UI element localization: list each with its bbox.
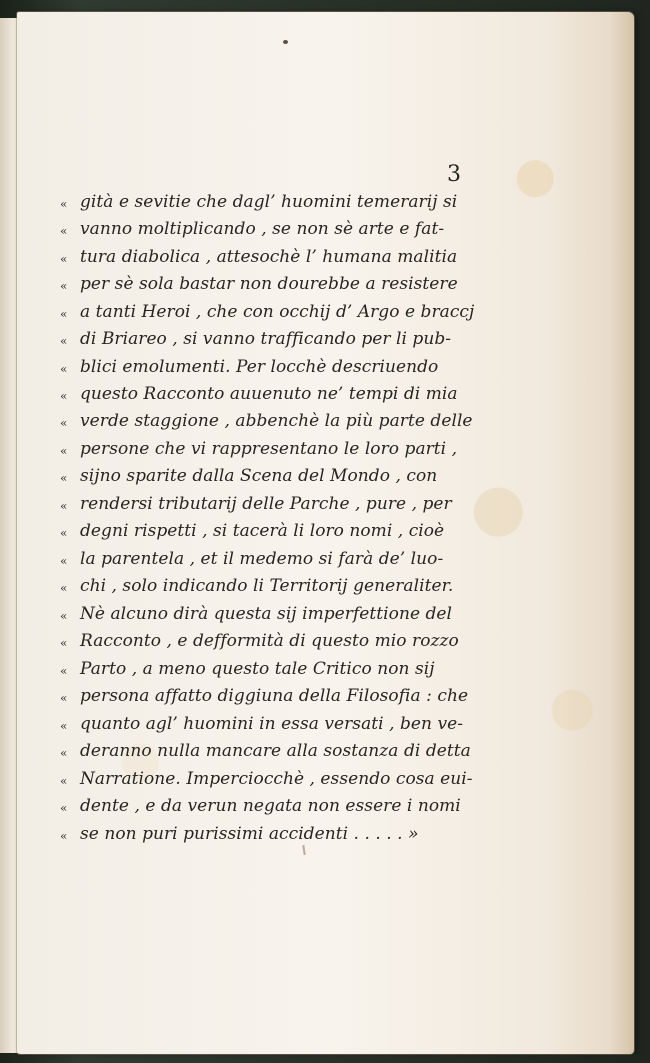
- text-line: [60, 518, 478, 545]
- line-text: vanno moltiplicando , se non sè arte e fat-: [80, 219, 445, 240]
- line-guillemet: «: [60, 801, 68, 816]
- line-guillemet: «: [60, 636, 68, 651]
- line-guillemet: «: [60, 334, 68, 349]
- line-text: Parto , a meno questo tale Critico non sij: [80, 658, 435, 679]
- line-guillemet: «: [60, 416, 68, 431]
- line-guillemet: «: [60, 196, 68, 211]
- line-guillemet: «: [60, 498, 68, 513]
- page-right-shadow: [610, 12, 634, 1054]
- line-text: sijno sparite dalla Scena del Mondo , con: [80, 466, 438, 487]
- text-line: [60, 737, 478, 764]
- line-text: la parentela , et il medemo si farà de’ luo-: [80, 548, 444, 569]
- text-line: [60, 765, 478, 792]
- line-guillemet: «: [60, 663, 68, 678]
- text-line: [60, 408, 478, 435]
- ink-dot-mark: [283, 40, 288, 44]
- text-line: [60, 243, 478, 270]
- line-guillemet: «: [60, 471, 68, 486]
- line-text: Racconto , e defformità di questo mio rozzo: [80, 631, 459, 652]
- line-guillemet: «: [60, 773, 68, 788]
- line-guillemet: «: [60, 251, 68, 266]
- line-text: gità e sevitie che dagl’ huomini temerarij si: [80, 191, 458, 212]
- line-text: rendersi tributarij delle Parche , pure , per: [80, 493, 452, 514]
- line-text: dente , e da verun negata non essere i nomi: [80, 796, 461, 817]
- text-line: [60, 215, 478, 242]
- text-line: [60, 325, 478, 352]
- line-text: se non puri purissimi accidenti . . . . . »: [80, 823, 419, 844]
- line-text: deranno nulla mancare alla sostanza di detta: [80, 741, 471, 762]
- line-text: quanto agl’ huomini in essa versati , ben ve-: [80, 713, 464, 734]
- line-text: di Briareo , si vanno trafficando per li pub-: [80, 329, 452, 350]
- line-text: per sè sola bastar non dourebbe a resistere: [80, 274, 458, 295]
- line-guillemet: «: [60, 828, 68, 843]
- line-text: verde staggione , abbenchè la più parte delle: [80, 411, 473, 432]
- book-page: [17, 12, 634, 1054]
- line-guillemet: «: [60, 361, 68, 376]
- text-line: [60, 600, 478, 627]
- line-text: persone che vi rappresentano le loro parti ,: [80, 438, 458, 459]
- line-text: degni rispetti , si tacerà li loro nomi , cioè: [80, 521, 445, 542]
- line-text: chi , solo indicando li Territorij generaliter.: [80, 576, 454, 597]
- line-guillemet: «: [60, 608, 68, 623]
- text-line: [60, 710, 478, 737]
- text-line: [60, 270, 478, 297]
- line-text: tura diabolica , attesochè l’ humana malitia: [80, 246, 458, 267]
- line-guillemet: «: [60, 526, 68, 541]
- text-line: [60, 628, 478, 655]
- text-line: [60, 353, 478, 380]
- page-number: 3: [447, 162, 461, 187]
- text-line: [60, 435, 478, 462]
- quoted-text-block: [60, 188, 478, 847]
- line-guillemet: «: [60, 718, 68, 733]
- line-guillemet: «: [60, 746, 68, 761]
- line-guillemet: «: [60, 553, 68, 568]
- text-line: [60, 188, 478, 215]
- line-guillemet: «: [60, 389, 68, 404]
- line-guillemet: «: [60, 581, 68, 596]
- line-text: a tanti Heroi , che con occhij d’ Argo e braccj: [80, 301, 475, 322]
- line-text: persona affatto diggiuna della Filosofia : che: [80, 686, 469, 707]
- text-line: [60, 463, 478, 490]
- line-text: Nè alcuno dirà questa sij imperfettione del: [80, 603, 453, 624]
- line-text: Narratione. Imperciocchè , essendo cosa eui-: [80, 768, 473, 789]
- line-guillemet: «: [60, 224, 68, 239]
- text-line: [60, 655, 478, 682]
- text-line: [60, 682, 478, 709]
- text-line: [60, 792, 478, 819]
- text-line: [60, 298, 478, 325]
- text-line: [60, 573, 478, 600]
- text-line: [60, 820, 478, 847]
- line-guillemet: «: [60, 306, 68, 321]
- line-guillemet: «: [60, 443, 68, 458]
- text-line: [60, 545, 478, 572]
- text-line: [60, 380, 478, 407]
- line-text: blici emolumenti. Per locchè descriuendo: [80, 356, 439, 377]
- line-text: questo Racconto auuenuto ne’ tempi di mia: [80, 384, 458, 405]
- line-guillemet: «: [60, 279, 68, 294]
- text-line: [60, 490, 478, 517]
- line-guillemet: «: [60, 691, 68, 706]
